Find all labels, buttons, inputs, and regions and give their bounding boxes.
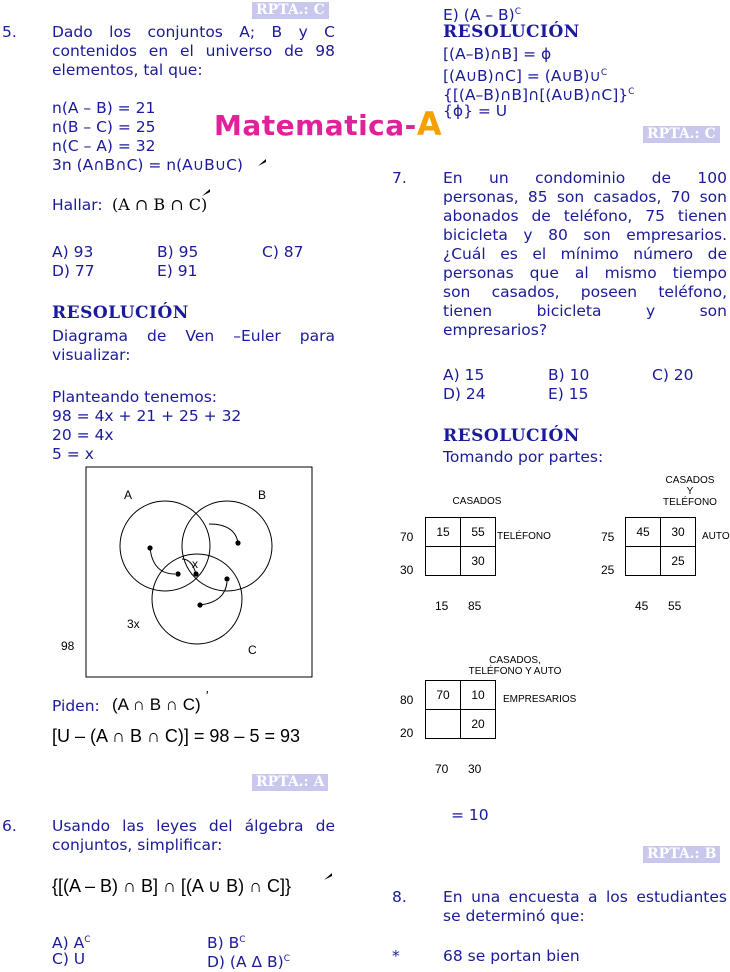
logo-letter-a: A	[416, 105, 443, 143]
resolucion-heading: RESOLUCIÓN	[443, 426, 580, 446]
option: C) 87	[262, 243, 304, 261]
count-table	[425, 680, 496, 739]
answer-line: = 10	[451, 806, 489, 824]
logo-text: Matematica-	[214, 109, 417, 142]
option: D) 77	[52, 262, 95, 280]
question-number: 5.	[2, 23, 17, 41]
column-total: 15	[435, 599, 449, 613]
table-cell: 55	[461, 518, 496, 547]
table-header: CASADOS Y TELÉFONO	[663, 475, 717, 508]
condition: n(A – B) = 21	[52, 99, 156, 117]
question-text-line: En una encuesta a los estudiantes	[443, 888, 727, 906]
resolution-text: Diagrama de Ven –Euler para	[52, 327, 335, 345]
option: E) (A – B)$^C$	[443, 6, 521, 25]
condition: 3n (A∩B∩C) = n(A∪B∪C)	[52, 156, 243, 174]
question-text-line: abonados de teléfono, 75 tienen	[443, 207, 727, 225]
row-total: 20	[400, 726, 414, 740]
question-number: 7.	[392, 169, 407, 187]
venn-diagram	[85, 466, 313, 678]
option: A) 15	[443, 366, 485, 384]
brand-logo	[214, 105, 442, 143]
table-cell: 10	[461, 681, 496, 710]
question-text-line: personas, 85 son casados, 70 son	[443, 188, 727, 206]
step-line: {ϕ} = U	[443, 102, 508, 120]
option: C) 20	[652, 366, 694, 384]
table-cell: 30	[661, 518, 696, 547]
arrow-line	[200, 582, 227, 605]
table-header: CASADOS, TELÉFONO Y AUTO	[468, 655, 562, 677]
resolution-text: Tomando por partes:	[443, 448, 604, 466]
table-cell: 25	[661, 547, 696, 576]
simplify-expression: {[(A – B) ∩ B] ∩ [(A ∪ B) ∩ C]}	[52, 876, 292, 896]
region-dot	[224, 576, 229, 581]
option: D) 24	[443, 385, 486, 403]
question-text-line: Dado los conjuntos A; B y C	[52, 23, 335, 41]
column-total: 45	[635, 599, 649, 613]
table-side-label: AUTO	[702, 531, 730, 542]
complement-mark-icon	[256, 158, 268, 168]
question-text-line: ¿Cuál es el mínimo número de	[443, 245, 727, 263]
piden-expression: (A ∩ B ∩ C)	[112, 695, 201, 714]
venn-label-universe: 98	[61, 639, 75, 653]
condition: n(B – C) = 25	[52, 118, 156, 136]
table-cell	[426, 547, 461, 576]
table-cell: 20	[461, 710, 496, 739]
resolucion-heading: RESOLUCIÓN	[443, 22, 580, 42]
row-total: 30	[400, 563, 414, 577]
option: E) 91	[157, 262, 198, 280]
rpta-badge: RPTA.: C	[643, 126, 720, 143]
column-total: 55	[668, 599, 682, 613]
option: D) (A Δ B)$^C$	[207, 953, 290, 972]
count-table	[625, 517, 696, 576]
list-item: 68 se portan bien	[443, 947, 580, 965]
bullet: *	[392, 947, 400, 965]
table-cell: 45	[626, 518, 661, 547]
table-side-label: TELÉFONO	[497, 531, 551, 542]
rpta-badge: RPTA.: C	[252, 2, 329, 19]
resolution-text: visualizar:	[52, 346, 131, 364]
question-text-line: En un condominio de 100	[443, 169, 727, 187]
venn-label-x: x	[192, 557, 198, 571]
question-number: 6.	[2, 817, 17, 835]
plan-line: 5 = x	[52, 445, 94, 463]
step-line: [(A∪B)∩C] = (A∪B)∪$^C$	[443, 67, 608, 86]
row-total: 25	[601, 563, 615, 577]
table-side-label: EMPRESARIOS	[503, 694, 577, 705]
option: B) $B^C$	[207, 934, 246, 953]
plan-line: 20 = 4x	[52, 426, 114, 444]
circle-a	[120, 501, 210, 591]
table-cell: 30	[461, 547, 496, 576]
prime-mark: ′	[206, 688, 209, 703]
question-text-line: bicicleta y 80 son empresarios.	[443, 226, 727, 244]
hallar-expression: (A ∩ B ∩ C)	[112, 195, 208, 214]
hallar-label: Hallar:	[52, 196, 103, 214]
plan-line: Planteando tenemos:	[52, 388, 218, 406]
question-text-line: contenidos en el universo de 98	[52, 42, 335, 60]
question-text-line: empresarios?	[443, 321, 548, 339]
question-text-line: se determinó que:	[443, 907, 585, 925]
row-total: 75	[601, 530, 615, 544]
rpta-badge: RPTA.: B	[643, 846, 720, 863]
option: A) 93	[52, 243, 94, 261]
venn-label-c: C	[248, 643, 257, 657]
question-text-line: tienen bicicleta y son	[443, 302, 727, 320]
region-dot	[175, 571, 180, 576]
count-table	[425, 517, 496, 576]
table-cell: 70	[426, 681, 461, 710]
complement-mark-icon	[322, 872, 334, 882]
question-text-line: Usando las leyes del álgebra de	[52, 817, 335, 835]
question-text-line: son casados, poseen teléfono,	[443, 283, 727, 301]
row-total: 70	[400, 530, 414, 544]
column-total: 30	[468, 762, 482, 776]
complement-mark-icon	[200, 188, 212, 198]
arrow-line	[209, 524, 238, 543]
column-total: 85	[468, 599, 482, 613]
table-cell: 15	[426, 518, 461, 547]
venn-label-3x: 3x	[127, 617, 140, 631]
plan-line: 98 = 4x + 21 + 25 + 32	[52, 407, 242, 425]
table-header: CASADOS	[452, 496, 502, 507]
table-cell	[626, 547, 661, 576]
question-text-line: personas que al mismo tiempo	[443, 264, 727, 282]
option: B) 95	[157, 243, 199, 261]
question-text-line: conjuntos, simplificar:	[52, 836, 223, 854]
universe-box	[86, 467, 312, 677]
row-total: 80	[400, 693, 414, 707]
condition: n(C – A) = 32	[52, 137, 156, 155]
option: C) U	[52, 950, 86, 968]
rpta-badge: RPTA.: A	[252, 774, 328, 791]
resolucion-heading: RESOLUCIÓN	[52, 303, 189, 323]
step-line: [(A–B)∩B] = ϕ	[443, 45, 552, 63]
final-expression: [U – (A ∩ B ∩ C)] = 98 – 5 = 93	[52, 726, 300, 746]
option: E) 15	[548, 385, 589, 403]
option: B) 10	[548, 366, 590, 384]
venn-label-a: A	[124, 488, 133, 502]
option: A) $A^C$	[52, 934, 91, 953]
table-cell	[426, 710, 461, 739]
question-text-line: elementos, tal que:	[52, 61, 203, 79]
piden-label: Piden:	[52, 697, 100, 715]
question-number: 8.	[392, 888, 407, 906]
step-line: {[(A–B)∩B]∩[(A∪B)∩C]}$^C$	[443, 86, 635, 105]
column-total: 70	[435, 762, 449, 776]
venn-label-b: B	[258, 488, 267, 502]
